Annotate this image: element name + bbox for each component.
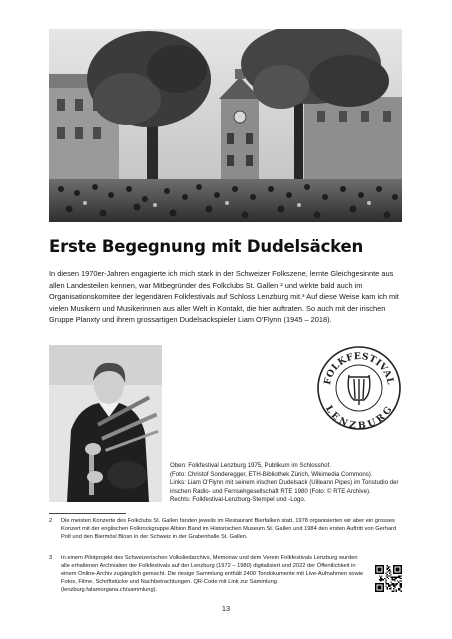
caption-line: Oben: Folkfestival Lenzburg 1975, Publikum im Schlosshof. (170, 462, 331, 469)
footnote-2 (49, 518, 409, 550)
caption-line: irischen Radio- und Fernsehgesellschaft RTE 1980 (Foto: © RTE Archive). (170, 487, 371, 495)
footnote-number: 2 (49, 518, 53, 524)
page-number: 13 (221, 604, 231, 613)
qr-code[interactable] (375, 565, 402, 592)
stamp-text-top: FOLKFESTIVAL (322, 350, 396, 386)
caption-line: Links: Liam O’Flynn mit seinem irischen Dudelsack (Uilleann Pipes) im Tonstudio der (170, 479, 399, 487)
photo-caption (170, 462, 405, 505)
stamp-text-bottom: LENZBURG (322, 403, 396, 431)
festival-audience-photo (49, 29, 402, 222)
caption-line: Rechts: Folkfestival-Lenzburg-Stempel und -Logo. (170, 496, 306, 504)
article-body: In diesen 1970er-Jahren engagierte ich mich stark in der Schweizer Folkszene, lernte Gleichgesinnte aus allen Landesteilen kennen, war Mitbegründer des Folkclubs St. Gallen ² und wirkte bald auch im Organisationskomitee der legendären Folkfestivals auf Schloss Lenzburg mit.³ Auf diese Weise kam ich mit vielen Musikern und Musikerinnen aus aller Welt in Kontakt, die hier auftraten. So auch mit der irischen Gruppe Planxty und ihrem grossartigen Dudelsackspieler Liam O’Flynn (1945 – 2018). (49, 269, 399, 325)
festival-stamp-logo (316, 345, 402, 431)
article-heading: Erste Begegnung mit Dudelsäcken (49, 237, 364, 256)
footnote-text: Die meisten Konzerte des Folkclubs St. Gallen fanden jeweils im Restaurant Bierfalken statt. 1978 organisierten wir aber ein grosses Konzert mit der englischen Folkrockgruppe Albion Band im Historischen Museum St. Gallen und 1984 den ersten Auftritt von Gerhard Polt und den Biermösl Blosn in der Schweiz in der Grabenhalle St. Gallen. (61, 518, 397, 540)
footnote-divider (49, 513, 126, 514)
caption-line: (Foto: Christof Sonderegger, ETH-Bibliothek Zürich, Wikimedia Commons). (170, 470, 373, 478)
footnote-number: 3 (49, 555, 53, 561)
lyre-icon (348, 375, 370, 405)
footnote-3 (49, 555, 409, 597)
footnote-text: In einem Pilotprojekt des Schweizerischen Volksliedarchivs, Memoriav und dem Verein Folkfestivals Lenzburg wurden alle erhaltenen Archivalien der Folkfestivals auf der Lenzburg (1972 – 1980) digitalisiert und 2022 der Öffentlichkeit in einem Online-Archiv zugänglich gemacht. Die riesige Sammlung enthält 2400 Tondokumente mit Live-Aufnahmen sowie Fotos, Filme, Schriftstücke und Nachbetrachtungen. QR-Code mit Link zur Sammlung (lenzburg.fatamorgana.ch/sammlung). (61, 555, 364, 593)
piper-photo (49, 345, 162, 502)
svg-text:LENZBURG (323, 404, 395, 431)
